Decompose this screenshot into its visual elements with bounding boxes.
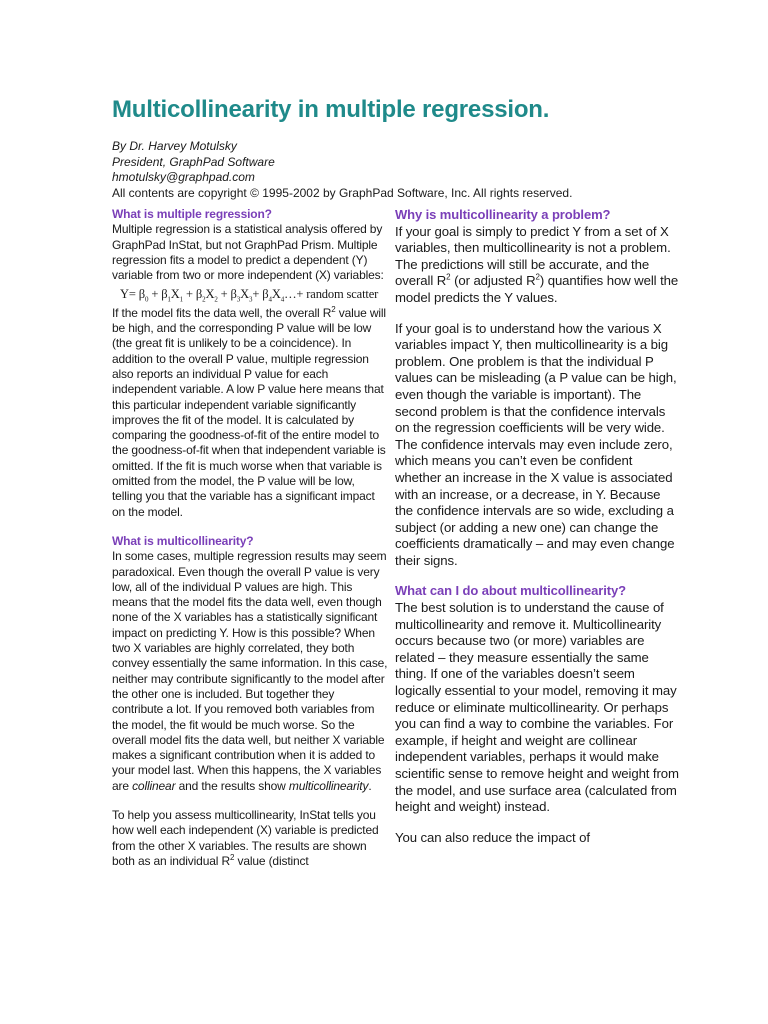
heading-why-problem: Why is multicollinearity a problem? bbox=[395, 207, 611, 222]
equation-prefix: Y= bbox=[120, 287, 139, 302]
page-title: Multicollinearity in multiple regression. bbox=[112, 96, 550, 123]
regression-equation: $Y= \beta_0 + \beta_1X_1 + \beta_2X_2 + \beta_3X_3+$ $\beta_4X_4\dots+$ random scatter bbox=[120, 287, 379, 304]
byline bbox=[112, 139, 712, 201]
copyright: All contents are copyright © 1995-2002 by GraphPad Software, Inc. All rights reserved. bbox=[112, 185, 573, 200]
paragraph: If the model fits the data well, the overall $R^2$ value will be high, and the corresponding P value will be low (the great fit is unlikely to be a coincidence). In addition to the overall P value, multiple regression also reports an individual P value for each independent variable. A low P value here means that this particular independent variable significantly improves the fit of the model. It is calculated by comparing the goodness-of-fit of the entire model to the goodness-of-fit when that independent variable is omitted. If the fit is much worse when that variable is omitted from the model, the P value will be low, telling you that the variable has a significant impact on the model. bbox=[112, 304, 386, 519]
paragraph: If your goal is simply to predict Y from a set of X variables, then multicollinearity is not a problem. The predictions will still be accurate, and the overall $R^2$ (or adjusted $R^2$) quantifies how well the model predicts the Y values. bbox=[395, 223, 679, 305]
author-email: hmotulsky@graphpad.com bbox=[112, 170, 255, 184]
heading-what-is-multicollinearity: What is multicollinearity? bbox=[112, 533, 254, 548]
equation-suffix: + random scatter bbox=[296, 287, 379, 302]
right-column bbox=[395, 207, 680, 846]
paragraph: The best solution is to understand the cause of multicollinearity and remove it. Multicollinearity occurs because two (or more) variables are related – they measure essentially the same thing. If one of the variables doesn’t seem logically essential to your model, removing it may reduce or eliminate multicollinearity. Or perhaps you can find a way to combine the variables. For example, if height and weight are collinear independent variables, perhaps it would make scientific sense to remove height and weight from the model, and use surface area (calculated from height and weight) instead. bbox=[395, 600, 679, 815]
heading-what-can-i-do: What can I do about multicollinearity? bbox=[395, 583, 626, 599]
paragraph: You can also reduce the impact of bbox=[395, 829, 590, 845]
author: By Dr. Harvey Motulsky bbox=[112, 139, 237, 153]
paragraph: Multiple regression is a statistical analysis offered by GraphPad InStat, but not GraphPad Prism. Multiple regression fits a model to predict a dependent (Y) variable from two or more independent (X) variables: bbox=[112, 222, 384, 283]
paragraph: To help you assess multicollinearity, InStat tells you how well each independent (X) variable is predicted from the other X variables. The results are shown both as an individual $R^2$ value (distinct bbox=[112, 807, 379, 868]
paragraph: If your goal is to understand how the various X variables impact Y, then multicollinearity is a big problem. One problem is that the individual P values can be misleading (a P value can be high, even though the variable is important). The second problem is that the confidence intervals on the regression coefficients will be very wide. The confidence intervals may even include zero, which means you can’t even be confident whether an increase in the X value is associated with an increase, or a decrease, in Y. Because the confidence intervals are so wide, excluding a subject (or adding a new one) can change the coefficients dramatically – and may even change their signs. bbox=[395, 320, 677, 568]
author-position: President, GraphPad Software bbox=[112, 154, 275, 169]
left-column bbox=[112, 207, 388, 869]
paragraph: In some cases, multiple regression results may seem paradoxical. Even though the overall P value is very low, all of the individual P values are high. This means that the model fits the data well, even though none of the X variables has a statistically significant impact on predicting Y. How is this possible? When two X variables are highly correlated, they both convey essentially the same information. In this case, neither may contribute significantly to the model after the other one is included. But together they contribute a lot. If you removed both variables from the model, the fit would be much worse. So the overall model fits the data well, but neither X variable makes a significant contribution when it is added to your model last. When this happens, the X variables are collinear and the results show multicollinearity. bbox=[112, 549, 388, 793]
heading-multiple-regression: What is multiple regression? bbox=[112, 207, 272, 221]
